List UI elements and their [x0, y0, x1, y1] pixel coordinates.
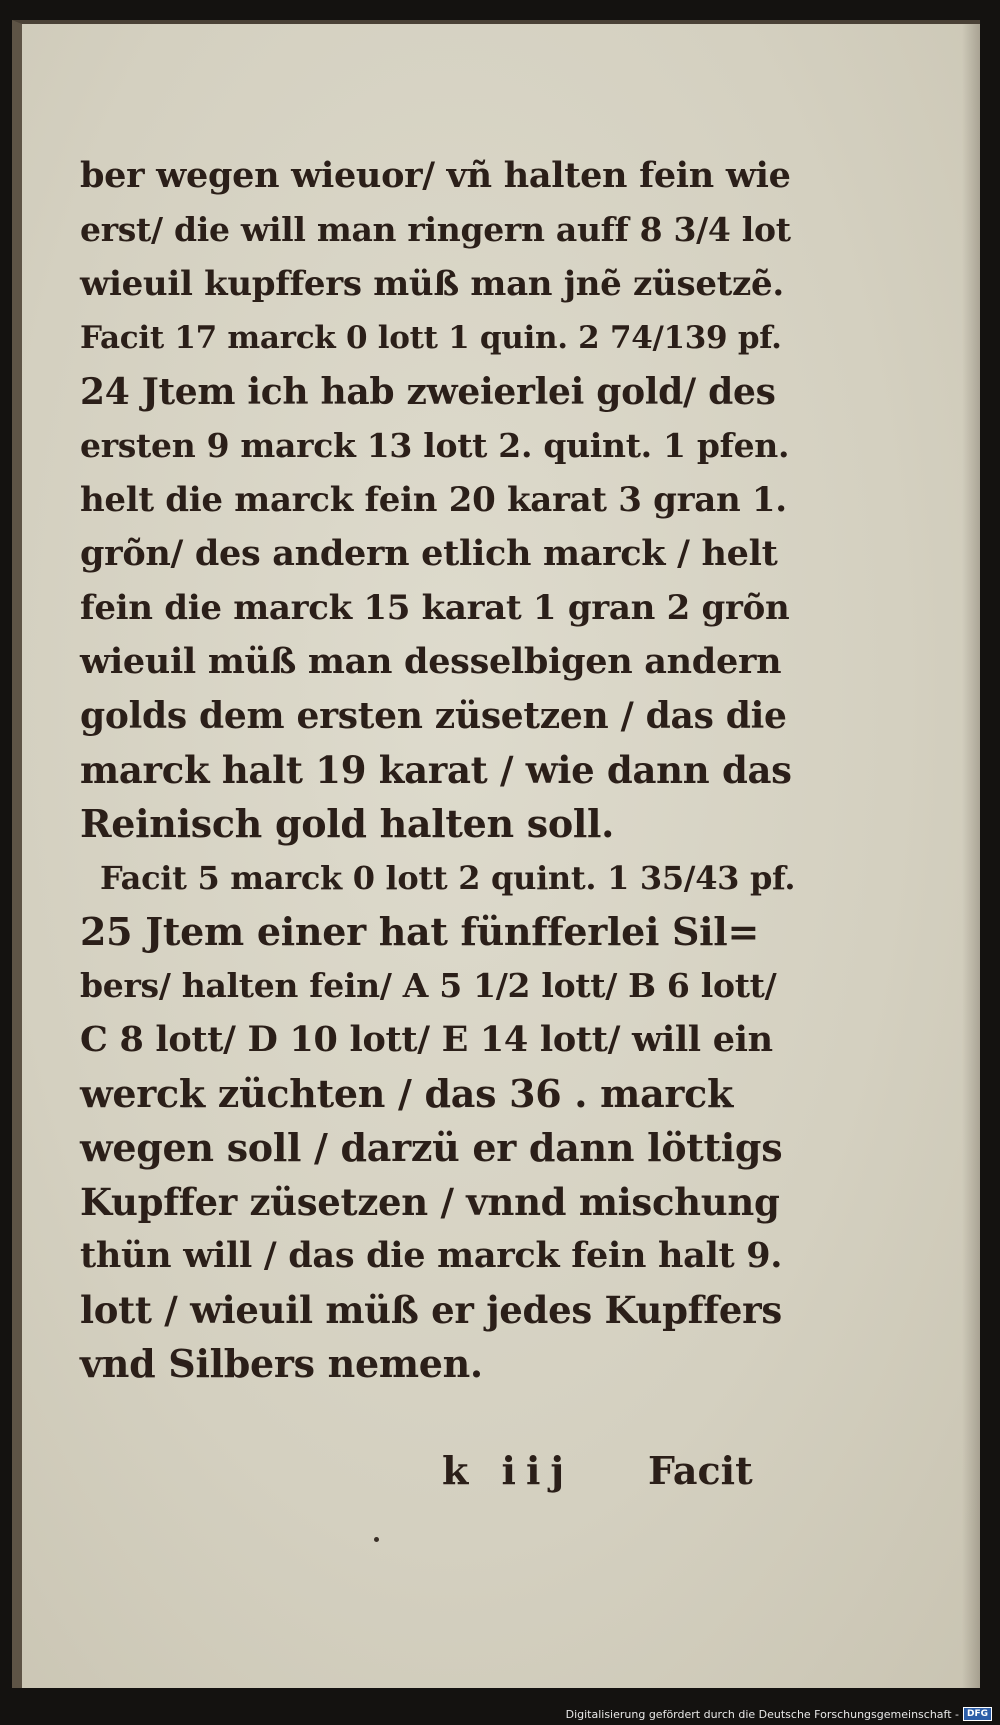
text-line-17: C 8 lott/ D 10 lott/ E 14 lott/ will ein [80, 1019, 773, 1060]
text-line-3: wieuil kupffers müß man jnẽ züsetzẽ. [80, 264, 784, 304]
dfg-logo-icon: DFG [963, 1707, 992, 1721]
ink-speck [374, 1537, 379, 1542]
text-line-13: Reinisch gold halten soll. [80, 801, 615, 846]
text-line-1: ber wegen wieuor/ vñ halten fein wie [80, 155, 791, 196]
text-line-16: bers/ halten fein/ A 5 1/2 lott/ B 6 lott/ [80, 966, 777, 1005]
text-line-22: lott / wieuil müß er jedes Kupffers [80, 1288, 782, 1332]
text-line-2: erst/ die will man ringern auff 8 3/4 lot [80, 210, 791, 249]
text-line-14: Facit 5 marck 0 lott 2 quint. 1 35/43 pf. [100, 859, 796, 897]
text-line-15: 25 Jtem einer hat fünfferlei Sil= [80, 909, 759, 954]
text-line-6: ersten 9 marck 13 lott 2. quint. 1 pfen. [80, 426, 790, 465]
text-line-9: fein die marck 15 karat 1 gran 2 grõn [80, 588, 790, 628]
text-line-21: thün will / das die marck fein halt 9. [80, 1235, 783, 1276]
text-line-10: wieuil müß man desselbigen andern [80, 641, 782, 682]
book-page [12, 20, 980, 1688]
page-footer [22, 1448, 990, 1508]
text-line-19: wegen soll / darzü er dann löttigs [80, 1125, 783, 1170]
text-line-11: golds dem ersten züsetzen / das die [80, 695, 787, 737]
catchword: Facit [648, 1448, 753, 1493]
digitization-credit [566, 1707, 992, 1721]
text-line-20: Kupffer züsetzen / vnnd mischung [80, 1180, 780, 1224]
text-line-12: marck halt 19 karat / wie dann das [80, 748, 792, 792]
text-line-8: grõn/ des andern etlich marck / helt [80, 533, 778, 574]
text-line-7: helt die marck fein 20 karat 3 gran 1. [80, 480, 787, 520]
text-line-23: vnd Silbers nemen. [80, 1341, 483, 1386]
text-line-4: Facit 17 marck 0 lott 1 quin. 2 74/139 pf. [80, 320, 782, 356]
signature-mark: k iij [442, 1448, 575, 1493]
credit-text: Digitalisierung gefördert durch die Deutsche Forschungsgemeinschaft - [565, 1707, 959, 1721]
text-line-18: werck züchten / das 36 . marck [80, 1071, 733, 1116]
text-line-5: 24 Jtem ich hab zweierlei gold/ des [80, 371, 776, 413]
